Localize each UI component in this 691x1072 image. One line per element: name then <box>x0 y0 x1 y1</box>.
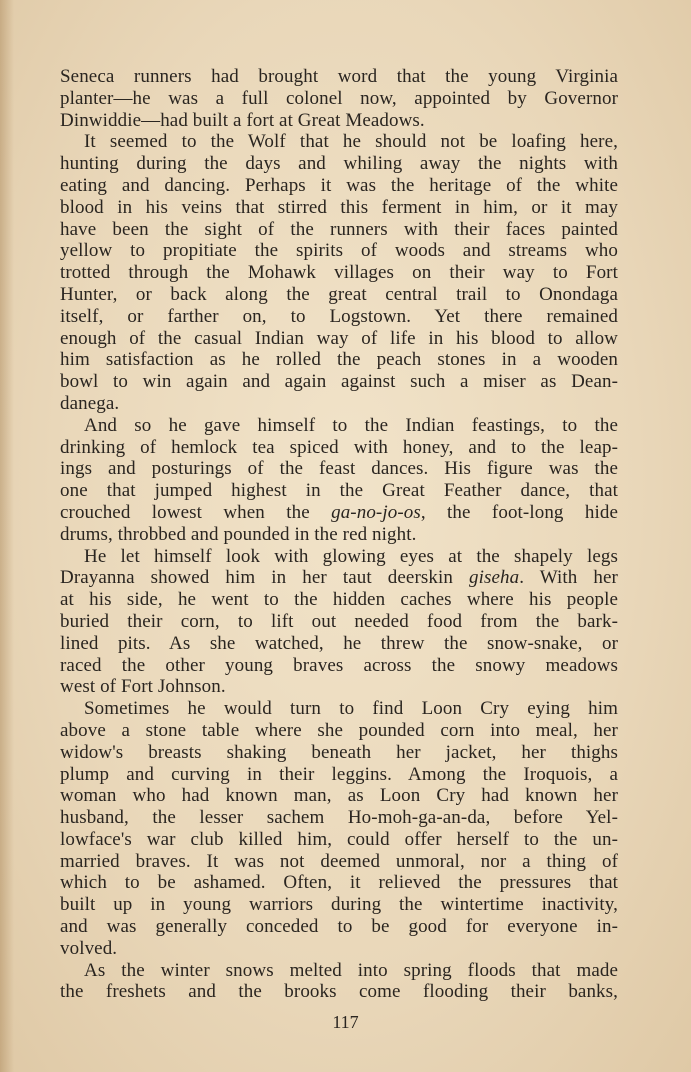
text-line: As the winter snows melted into spring floods that made <box>84 959 618 981</box>
text-line: crouched lowest when the ga-no-jo-os, the foot-long hide <box>60 501 618 523</box>
text-line: planter—he was a full colonel now, appointed by Governor <box>60 87 618 109</box>
text-line: Drayanna showed him in her taut deerskin giseha. With her <box>60 567 618 589</box>
text-line: at his side, he went to the hidden caches where his people <box>60 589 618 611</box>
text-line: He let himself look with glowing eyes at the shapely legs <box>84 545 618 567</box>
text-line: him satisfaction as he rolled the peach stones in a wooden <box>60 349 618 371</box>
text-line: enough of the casual Indian way of life in his blood to allow <box>60 327 618 349</box>
text-line: And so he gave himself to the Indian feastings, to the <box>84 414 618 436</box>
text-line: Seneca runners had brought word that the young Virginia <box>60 66 618 87</box>
text-line: raced the other young braves across the snowy meadows <box>60 654 618 676</box>
text-line: blood in his veins that stirred this ferment in him, or it may <box>60 196 618 218</box>
text-line: It seemed to the Wolf that he should not be loafing here, <box>84 131 618 153</box>
text-line: Sometimes he would turn to find Loon Cry eying him <box>84 698 618 720</box>
text-line: above a stone table where she pounded corn into meal, her <box>60 719 618 741</box>
text-line: the freshets and the brooks come flooding their banks, <box>60 981 618 1003</box>
text-line: woman who had known man, as Loon Cry had known her <box>60 785 618 807</box>
text-line: which to be ashamed. Often, it relieved the pressures that <box>60 872 618 894</box>
text-line: ings and posturings of the feast dances. His figure was the <box>60 458 618 480</box>
text-line: husband, the lesser sachem Ho-moh-ga-an-da, before Yel- <box>60 807 618 829</box>
page-edge-shadow <box>0 0 14 1072</box>
page-number: 117 <box>332 1012 359 1032</box>
text-line: hunting during the days and whiling away the nights with <box>60 153 618 175</box>
text-line: have been the sight of the runners with their faces painted <box>60 218 618 240</box>
italic-term: ga-no-jo-os <box>331 501 421 523</box>
text-line: lined pits. As she watched, he threw the snow-snake, or <box>60 632 618 654</box>
body-text <box>60 66 618 1003</box>
text-line: eating and dancing. Perhaps it was the heritage of the white <box>60 174 618 196</box>
text-line: danega. <box>60 392 120 414</box>
text-line: lowface's war club killed him, could offer herself to the un- <box>60 828 618 850</box>
text-line: itself, or farther on, to Logstown. Yet there remained <box>60 305 618 327</box>
text-line: plump and curving in their leggins. Among the Iroquois, a <box>60 763 618 785</box>
text-line: married braves. It was not deemed unmoral, nor a thing of <box>60 850 618 872</box>
text-line: widow's breasts shaking beneath her jacket, her thighs <box>60 741 618 763</box>
text-line: west of Fort Johnson. <box>60 676 226 698</box>
text-line: one that jumped highest in the Great Feather dance, that <box>60 480 618 502</box>
text-line: Hunter, or back along the great central trail to Onondaga <box>60 283 618 305</box>
text-line: buried their corn, to lift out needed food from the bark- <box>60 610 618 632</box>
text-line: built up in young warriors during the wintertime inactivity, <box>60 894 618 916</box>
text-line: drums, throbbed and pounded in the red night. <box>60 523 417 545</box>
text-line: and was generally conceded to be good for everyone in- <box>60 916 618 938</box>
text-line: Dinwiddie—had built a fort at Great Meadows. <box>60 109 425 131</box>
italic-term: giseha <box>469 567 520 589</box>
text-line: drinking of hemlock tea spiced with honey, and to the leap- <box>60 436 618 458</box>
text-line: trotted through the Mohawk villages on their way to Fort <box>60 262 618 284</box>
text-line: volved. <box>60 937 118 959</box>
text-line: bowl to win again and again against such a miser as Dean- <box>60 371 618 393</box>
text-line: yellow to propitiate the spirits of woods and streams who <box>60 240 618 262</box>
